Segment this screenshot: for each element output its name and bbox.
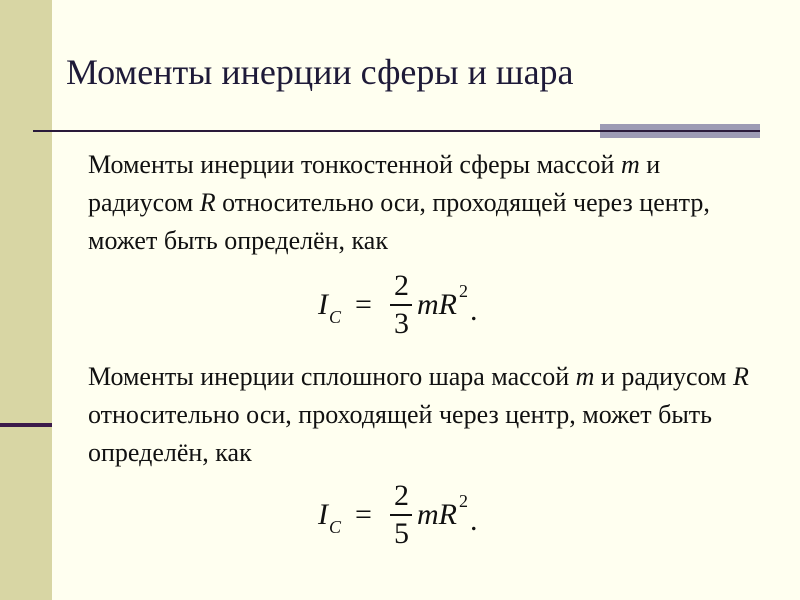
paragraph-ball-text-2: и радиусом bbox=[594, 362, 734, 391]
formula-ball-power: 2 bbox=[458, 490, 468, 511]
formula-sphere-numerator: 2 bbox=[393, 269, 409, 302]
paragraph-sphere-text-3: относительно оси, проходящей через центр, может быть определён, как bbox=[88, 188, 710, 255]
paragraph-ball-text-1: Моменты инерции сплошного шара массой bbox=[88, 362, 576, 391]
radius-symbol: R bbox=[733, 362, 749, 391]
formula-sphere-period: . bbox=[469, 294, 478, 327]
formula-ball-equals: = bbox=[355, 498, 372, 531]
formula-ball bbox=[318, 480, 477, 550]
formula-ball-subscript: C bbox=[329, 516, 342, 537]
left-band-accent-line bbox=[0, 423, 52, 427]
formula-sphere-denominator: 3 bbox=[393, 307, 409, 340]
paragraph-ball-text-3: относительно оси, проходящей через центр, может быть определён, как bbox=[88, 400, 713, 467]
formula-ball-rhs: mR bbox=[416, 498, 457, 531]
formula-ball-fraction bbox=[390, 480, 413, 550]
title-rule bbox=[33, 130, 760, 132]
paragraph-sphere-text-1: Моменты инерции тонкостенной сферы массой bbox=[88, 150, 621, 179]
formula-ball-period: . bbox=[469, 504, 478, 537]
formula-sphere-rhs: mR bbox=[416, 288, 457, 321]
fraction-bar bbox=[390, 304, 412, 306]
radius-symbol: R bbox=[199, 188, 216, 217]
formula-sphere-fraction bbox=[390, 270, 413, 340]
formula-sphere-power: 2 bbox=[458, 280, 468, 301]
left-decorative-band bbox=[0, 0, 52, 600]
slide-title: Моменты инерции сферы и шара bbox=[66, 52, 574, 92]
mass-symbol: m bbox=[620, 150, 640, 179]
paragraph-ball bbox=[88, 358, 758, 472]
formula-sphere-lhs: I bbox=[318, 288, 328, 321]
paragraph-sphere-text-2: и радиусом bbox=[88, 150, 661, 217]
formula-ball-denominator: 5 bbox=[393, 517, 409, 550]
formula-sphere-subscript: C bbox=[329, 306, 342, 327]
formula-sphere bbox=[318, 270, 477, 340]
formula-sphere-equals: = bbox=[355, 288, 372, 321]
formula-ball-numerator: 2 bbox=[393, 479, 409, 512]
paragraph-sphere bbox=[88, 146, 758, 260]
fraction-bar bbox=[390, 514, 412, 516]
mass-symbol: m bbox=[575, 362, 595, 391]
formula-ball-lhs: I bbox=[318, 498, 328, 531]
